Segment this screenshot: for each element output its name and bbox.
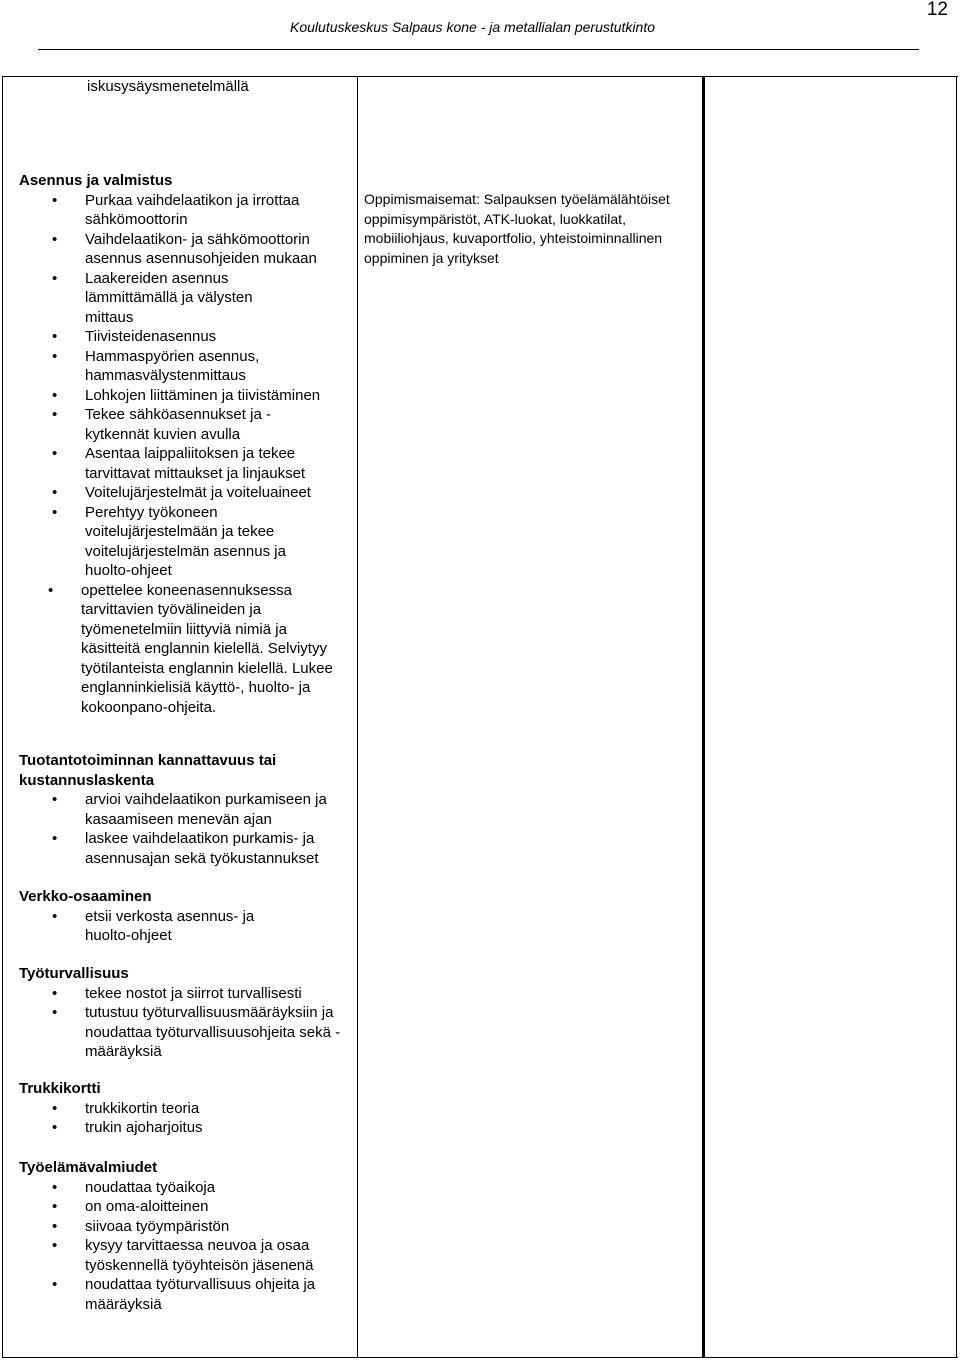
learning-environment-note: Oppimismaisemat: Salpauksen työelämälähtöiset oppimisympäristöt, ATK-luokat, luokkatilat, mobiiliohjaus, kuvaportfolio, yhteistoiminnallinen oppiminen ja yritykset <box>364 191 670 266</box>
section-title: Tuotantotoiminnan kannattavuus tai kustannuslaskenta <box>19 752 277 789</box>
list-item: • arvioi vaihdelaatikon purkamiseen ja kasaamiseen menevän ajan <box>52 791 327 828</box>
list-item: • trukin ajoharjoitus <box>52 1119 203 1136</box>
list-item: • Purkaa vaihdelaatikon ja irrottaa sähkömoottorin <box>52 191 300 228</box>
bullet-icon: • <box>52 445 58 462</box>
list-item: • laskee vaihdelaatikon purkamis- ja asennusajan sekä työkustannukset <box>52 830 319 867</box>
list-item: • Voitelujärjestelmät ja voiteluaineet <box>52 484 311 501</box>
section-title: Asennus ja valmistus <box>19 172 173 189</box>
continued-text: iskusysäysmenetelmällä <box>87 78 249 95</box>
list-item: • noudattaa työturvallisuus ohjeita ja määräyksiä <box>52 1276 316 1313</box>
list-item: • siivoaa työympäristön <box>52 1217 230 1235</box>
list-item: • on oma-aloitteinen <box>52 1198 209 1215</box>
section-trukkikortti <box>19 1079 354 1138</box>
column-border <box>702 76 705 1358</box>
section-title: Työelämävalmiudet <box>19 1159 158 1176</box>
list-item: • trukkikortin teoria <box>52 1099 200 1117</box>
bullet-icon: • <box>52 328 58 345</box>
bullet-icon: • <box>52 269 58 287</box>
bullet-icon: • <box>52 1237 58 1254</box>
section-tyoturvallisuus <box>19 964 354 1062</box>
bullet-icon: • <box>52 791 58 808</box>
list-item: • Hammaspyörien asennus, hammasvälystenmittaus <box>52 347 260 384</box>
bullet-icon: • <box>52 1178 58 1196</box>
header-rule <box>38 49 919 50</box>
list-item: • noudattaa työaikoja <box>52 1178 216 1196</box>
bullet-icon: • <box>52 1217 58 1235</box>
list-item: • opettelee koneenasennuksessa tarvittavien työvälineiden ja työmenetelmiin liittyviä nimiä ja käsitteitä englannin kielellä. Selviytyy työtilanteista englannin kielellä. Lukee englanninkielisiä käyttö-, huolto- ja kokoonpano-ohjeita. <box>48 581 333 716</box>
bullet-icon: • <box>52 191 58 209</box>
list-item: • Perehtyy työkoneen voitelujärjestelmään ja tekee voitelujärjestelmän asennus ja huolto-ohjeet <box>52 503 286 579</box>
list-item: • Tekee sähköasennukset ja -kytkennät kuvien avulla <box>52 406 271 443</box>
bullet-icon: • <box>52 386 58 404</box>
section-tyoelamavalmiudet <box>19 1158 354 1314</box>
list-item: • etsii verkosta asennus- ja huolto-ohjeet <box>52 907 255 944</box>
bullet-icon: • <box>52 503 58 521</box>
bullet-icon: • <box>52 830 58 847</box>
header-title: Koulutuskeskus Salpaus kone - ja metallialan perustutkinto <box>290 19 655 35</box>
section-title: Työturvallisuus <box>19 965 129 982</box>
curriculum-table <box>2 76 958 1358</box>
list-item: • Tiivisteidenasennus <box>52 328 217 345</box>
list-item: • Asentaa laippaliitoksen ja tekee tarvittavat mittaukset ja linjaukset <box>52 445 306 482</box>
section-title: Trukkikortti <box>19 1080 101 1097</box>
section-verkko <box>19 887 354 946</box>
bullet-icon: • <box>52 230 58 248</box>
page-number: 12 <box>926 0 948 20</box>
bullet-icon: • <box>52 406 58 423</box>
bullet-icon: • <box>52 1119 58 1136</box>
list-item: • Laakereiden asennus lämmittämällä ja välysten mittaus <box>52 269 253 326</box>
list-item: • kysyy tarvittaessa neuvoa ja osaa työskennellä työyhteisön jäsenenä <box>52 1237 314 1274</box>
bullet-icon: • <box>52 1198 58 1215</box>
bullet-icon: • <box>52 1099 58 1117</box>
section-kannattavuus <box>19 751 354 868</box>
list-item: • Vaihdelaatikon- ja sähkömoottorin asennus asennusohjeiden mukaan <box>52 230 317 267</box>
list-item: • tutustuu työturvallisuusmääräyksiin ja noudattaa työturvallisuusohjeita sekä - määräyksiä <box>52 1004 341 1060</box>
column-border <box>2 76 3 1358</box>
list-item: • tekee nostot ja siirrot turvallisesti <box>52 984 302 1002</box>
bullet-icon: • <box>52 347 58 365</box>
list-item: • Lohkojen liittäminen ja tiivistäminen <box>52 386 321 404</box>
bullet-icon: • <box>52 1276 58 1293</box>
column-border <box>357 76 358 1358</box>
bullet-icon: • <box>52 907 58 925</box>
column-border <box>956 76 957 1358</box>
bullet-icon: • <box>52 984 58 1002</box>
section-title: Verkko-osaaminen <box>19 888 152 905</box>
bullet-icon: • <box>52 1004 58 1021</box>
bullet-icon: • <box>52 484 58 501</box>
section-asennus <box>19 171 354 717</box>
table-bottom-border <box>2 1357 958 1358</box>
bullet-icon: • <box>48 581 54 599</box>
